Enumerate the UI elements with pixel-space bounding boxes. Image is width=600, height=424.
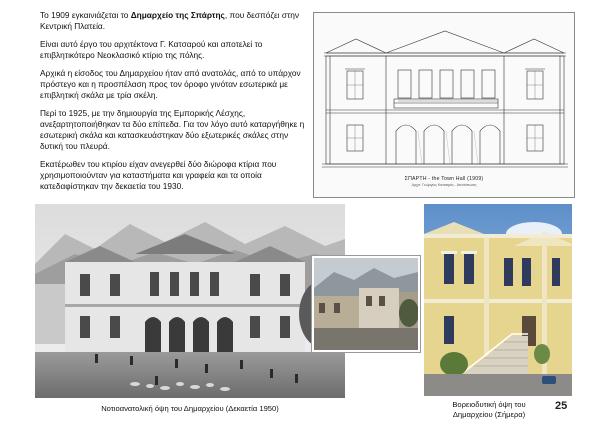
photo-1950s-town-hall bbox=[35, 204, 345, 398]
paragraph-3: Αρχικά η είσοδος του Δημαρχείου ήταν από ανατολάς, από το υπάρχον πρόστεγο και η προσπέλαση προς τον όροφο γινόταν εσωτερικά με επιβλητική σκάλα με τρία σκέλη. bbox=[40, 68, 301, 100]
elevation-drawing-svg bbox=[314, 13, 576, 199]
drawing-subcaption: Αρχιτ. Γεώργιος Κατσαρός - Αποτύπωση bbox=[411, 183, 477, 187]
body-text bbox=[40, 10, 305, 199]
photo-1950s-svg bbox=[35, 204, 345, 398]
caption-today-line-2: Δημαρχείου (Σήμερα) bbox=[452, 409, 526, 419]
page-number: 25 bbox=[555, 400, 568, 412]
caption-1950s-photo: Νοτιοανατολική όψη του Δημαρχείου (Δεκαετία 1950) bbox=[101, 404, 279, 413]
paragraph-4: Περί το 1925, με την δημιουργία της Εμπορικής Λέσχης, ανεξαρτητοποιήθηκαν τα δύο επίπεδα. Για τον λόγο αυτό καταργήθηκε η εσωτερική σκάλα και κατασκευάστηκαν δύο εξωτερικές σκάλες στην δυτική του πλευρά. bbox=[40, 108, 305, 151]
p1-text-start: Το 1909 εγκαινιάζεται το bbox=[40, 10, 131, 20]
p1-bold-name: Δημαρχείο της Σπάρτης bbox=[130, 10, 225, 20]
drawing-caption: ΣΠΑΡΤΗ - the Town Hall (1909) bbox=[404, 176, 484, 182]
paragraph-1 bbox=[40, 10, 305, 32]
paragraph-5: Εκατέρωθεν του κτιρίου είχαν ανεγερθεί δύο διώροφα κτίρια που χρησιμοποιούνταν για καταστήματα και γραφεία και τα οποία κατεδαφίστηκαν την δεκαετία του 1930. bbox=[40, 159, 277, 191]
elevation-drawing bbox=[313, 12, 575, 198]
caption-today-photo bbox=[424, 400, 554, 419]
photo-street-view bbox=[312, 256, 420, 352]
caption-today-line-1: Βορειοδυτική όψη του bbox=[452, 400, 526, 409]
paragraph-2: Είναι αυτό έργο του αρχιτέκτονα Γ. Κατσαρού και αποτελεί το επιβλητικότερο Νεοκλασικό κτίριο της πόλης. bbox=[40, 39, 263, 60]
photo-today-svg bbox=[424, 204, 572, 396]
photo-today-town-hall bbox=[424, 204, 572, 396]
photo-street-svg bbox=[314, 258, 418, 350]
p1-text-end: , που δεσπόζει στην Κεντρική Πλατεία. bbox=[40, 10, 299, 31]
